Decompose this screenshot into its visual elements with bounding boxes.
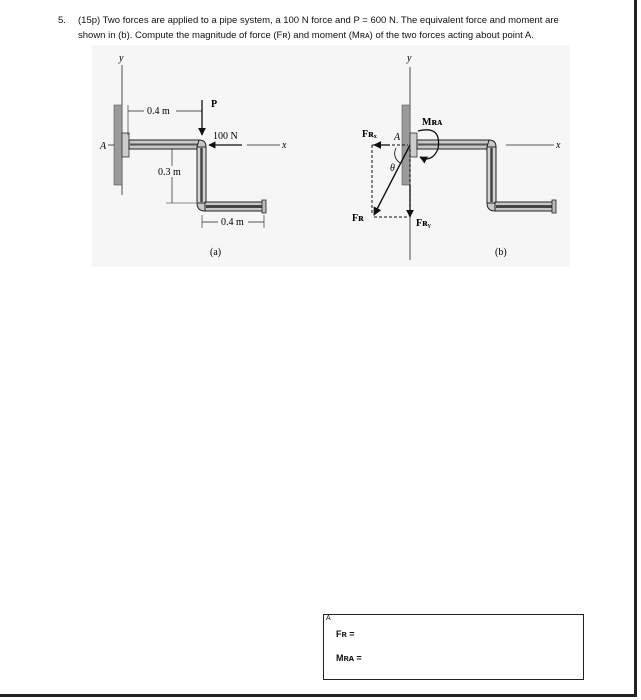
b-point-a-label: A bbox=[394, 132, 401, 143]
a-point-a-label: A bbox=[100, 141, 107, 152]
b-flange bbox=[410, 133, 417, 157]
a-dim-bot-label: 0.4 m bbox=[221, 217, 244, 228]
answer-box-tag: A bbox=[326, 615, 331, 622]
b-pipe-end-cap bbox=[552, 200, 556, 213]
problem-text-line-2: shown in (b). Compute the magnitude of force (Fʀ) and moment (Mʀᴀ) of the two forces acting about point A. bbox=[78, 30, 534, 41]
b-moment-label: Mʀᴀ bbox=[422, 117, 443, 128]
b-fr-y-label: Fʀᵧ bbox=[416, 218, 431, 229]
figure-background bbox=[92, 45, 570, 267]
a-force-100-label: 100 N bbox=[213, 131, 238, 142]
problem-number: 5. bbox=[58, 15, 66, 26]
a-y-axis-label: y bbox=[119, 53, 124, 64]
b-fr-x-label: Fʀₓ bbox=[362, 129, 377, 140]
a-dim-top-label: 0.4 m bbox=[147, 106, 170, 117]
a-x-axis-label: x bbox=[282, 140, 287, 151]
b-x-axis-label: x bbox=[556, 140, 561, 151]
a-flange bbox=[122, 133, 129, 157]
a-caption: (a) bbox=[210, 247, 222, 258]
a-dim-vert-label: 0.3 m bbox=[158, 167, 181, 178]
b-theta-label: θ bbox=[390, 163, 395, 174]
a-wall bbox=[114, 105, 122, 185]
a-pipe-end-cap bbox=[262, 200, 266, 213]
b-fr-label: Fʀ bbox=[352, 213, 364, 224]
answer-fr-label: Fʀ = bbox=[336, 629, 355, 639]
problem-text-line-1: (15p) Two forces are applied to a pipe system, a 100 N force and P = 600 N. The equivalent force and moment are bbox=[78, 15, 559, 26]
a-force-p-label: P bbox=[211, 99, 218, 110]
pipe-system-figure bbox=[92, 45, 570, 267]
figure-canvas bbox=[92, 45, 570, 267]
answer-mra-label: Mʀᴀ = bbox=[336, 653, 362, 663]
answer-box[interactable] bbox=[323, 614, 584, 680]
b-caption: (b) bbox=[495, 247, 507, 258]
b-y-axis-label: y bbox=[407, 53, 412, 64]
